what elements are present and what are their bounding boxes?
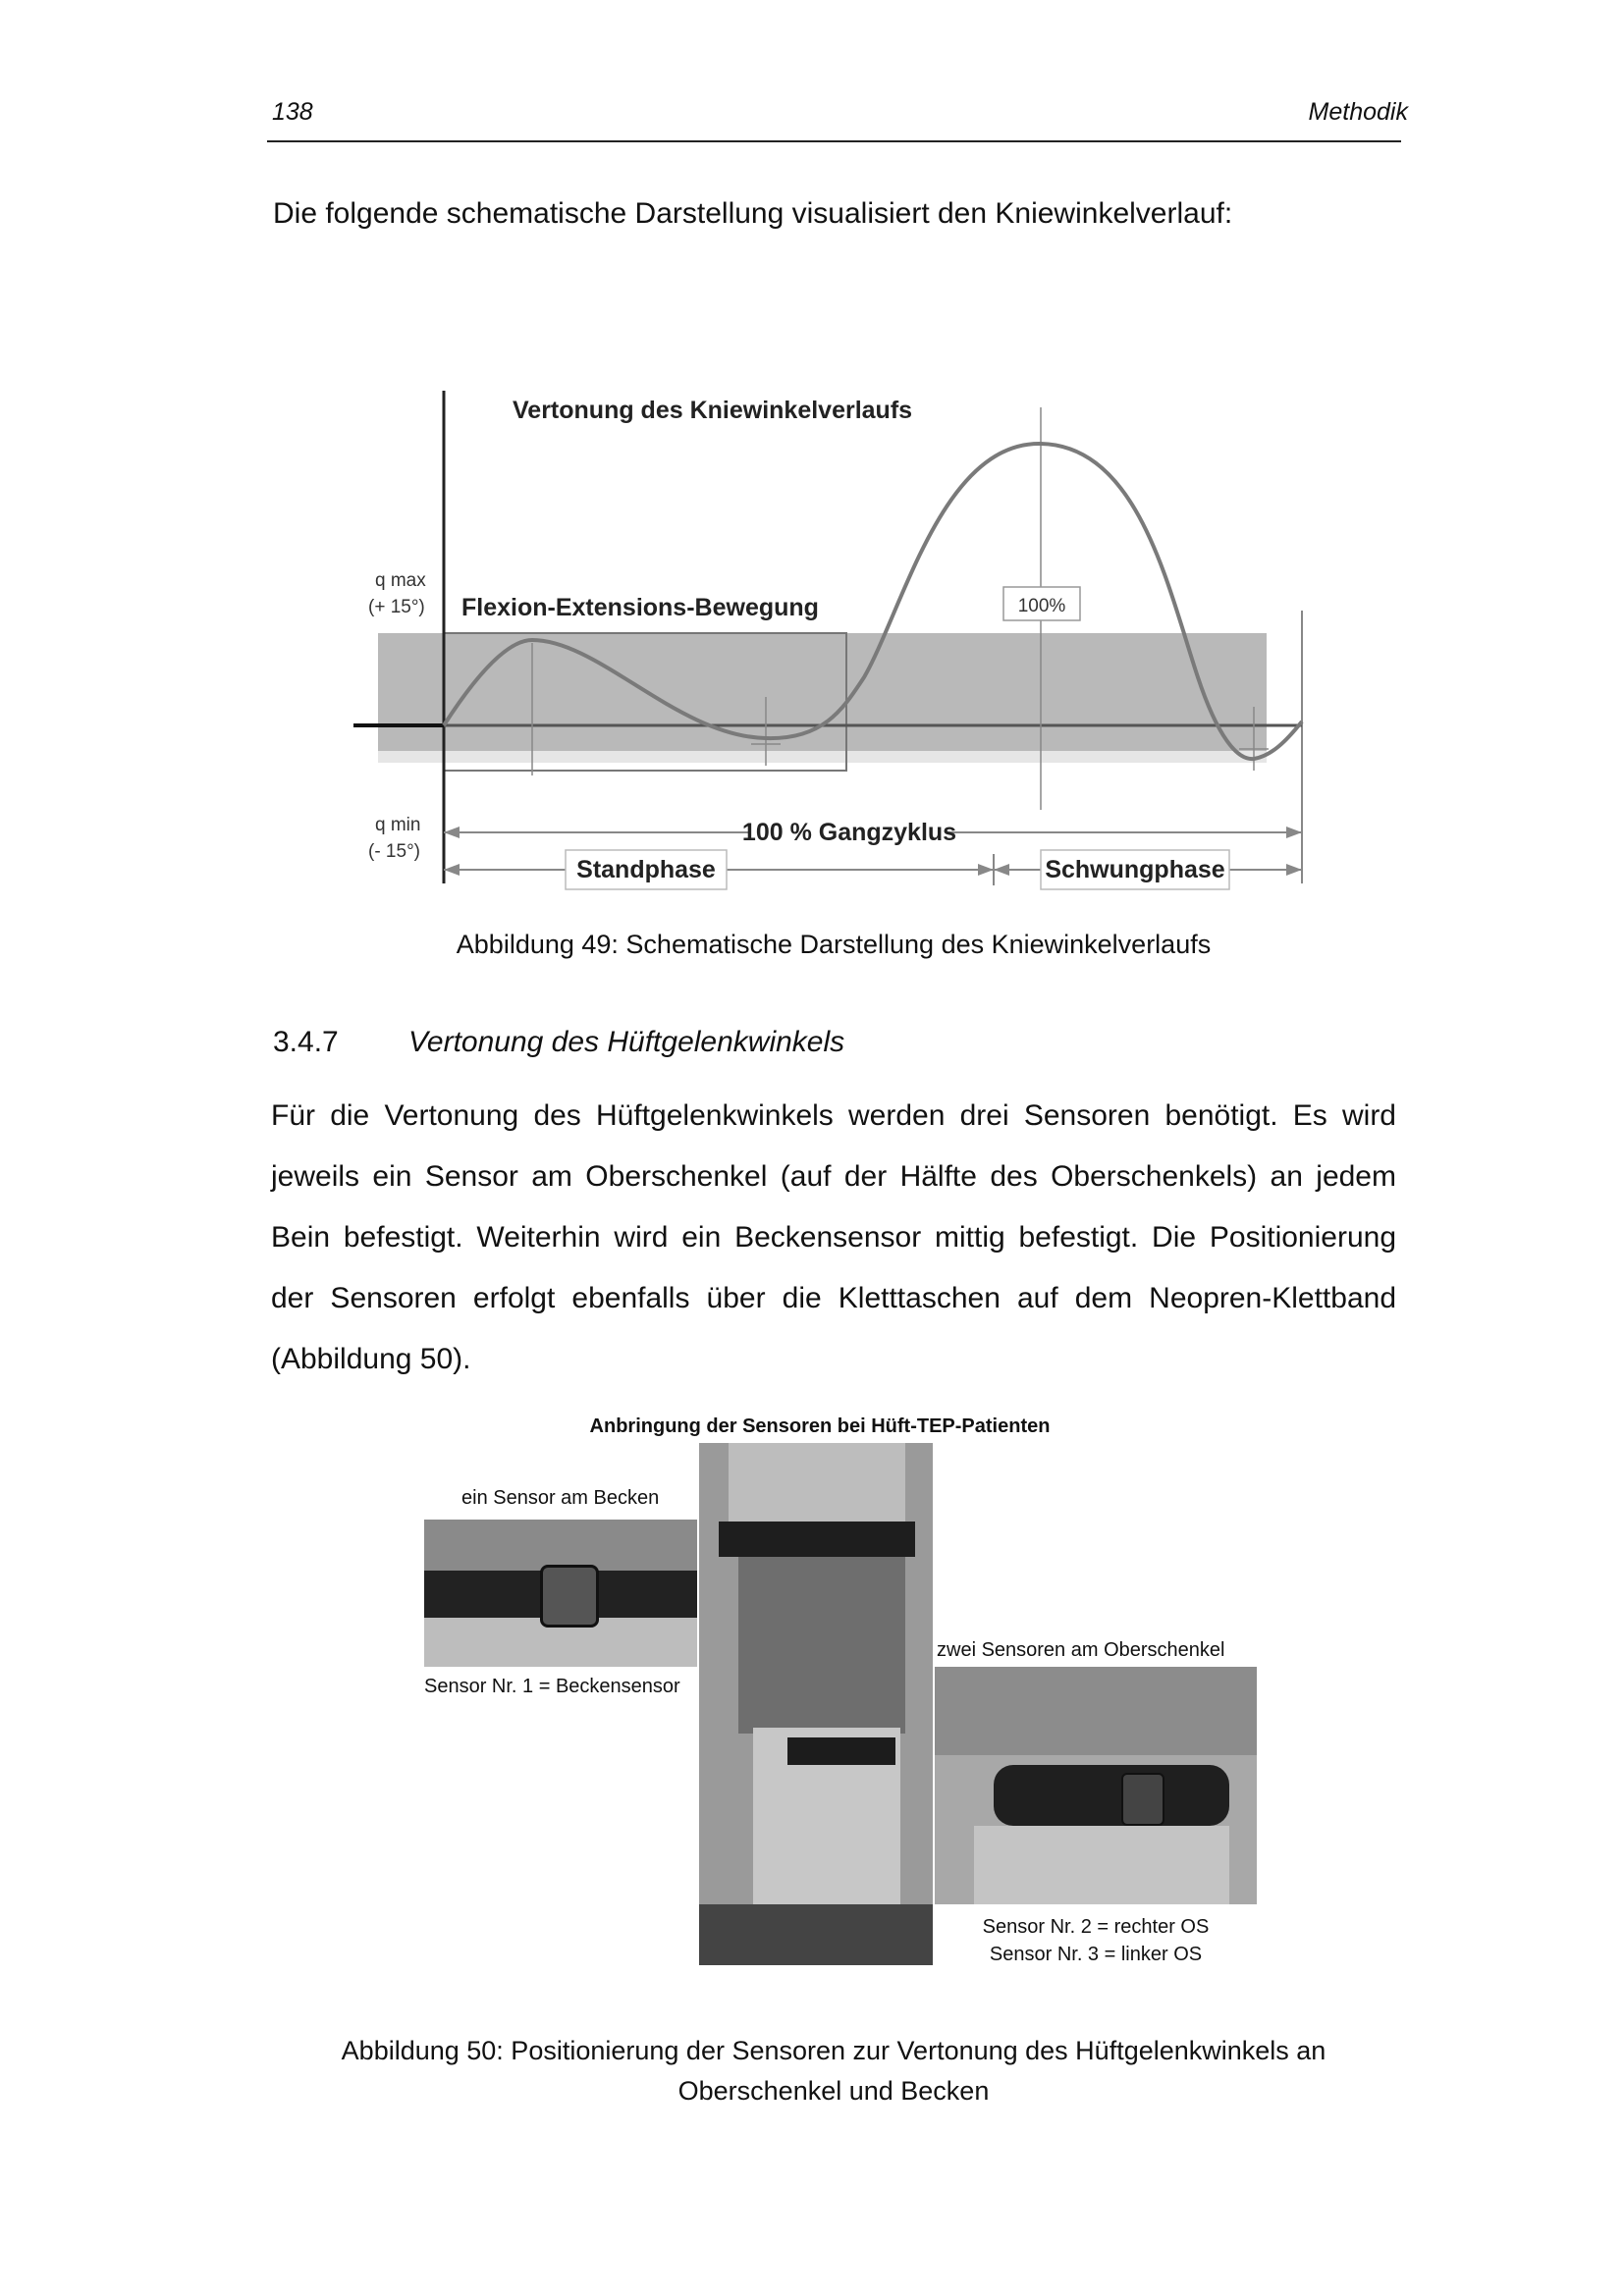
figure50-title: Anbringung der Sensoren bei Hüft-TEP-Patienten	[589, 1415, 1051, 1437]
body-paragraph: Für die Vertonung des Hüftgelenkwinkels werden drei Sensoren benötigt. Es wird jeweils ein Sensor am Oberschenkel (auf der Hälfte des Oberschenkels) an jedem Bein befestigt. Weiterhin wird ein Beckensensor mittig befestigt. Die Positionierung der Sensoren erfolgt ebenfalls über die Kletttaschen auf dem Neopren-Klettband (Abbildung 50).	[271, 1099, 1396, 1375]
range-band	[378, 633, 1267, 751]
patient-shorts	[738, 1557, 905, 1734]
section-number: 3.4.7	[273, 1026, 339, 1058]
patient-belt	[719, 1522, 915, 1557]
stance-arrow-left-head	[444, 864, 460, 876]
patient-photo	[699, 1443, 933, 1965]
thigh-sensor	[1121, 1773, 1164, 1826]
page-number: 138	[272, 98, 313, 126]
label-thigh: zwei Sensoren am Oberschenkel	[937, 1639, 1225, 1661]
label-pelvis: ein Sensor am Becken	[461, 1487, 660, 1509]
thigh-leg	[974, 1826, 1229, 1904]
cycle-arrow-left-head	[444, 827, 460, 838]
label-sensor3: Sensor Nr. 3 = linker OS	[989, 1944, 1203, 1965]
running-header-chapter: Methodik	[1308, 98, 1408, 126]
qmax-label: q max	[375, 570, 426, 591]
figure49-caption: Abbildung 49: Schematische Darstellung des Kniewinkelverlaufs	[456, 930, 1212, 959]
swing-label: Schwungphase	[1045, 856, 1225, 883]
qmin-label: q min	[375, 815, 421, 835]
qmax-value: (+ 15°)	[368, 597, 425, 617]
intro-text: Die folgende schematische Darstellung visualisiert den Kniewinkelverlauf:	[273, 197, 1233, 230]
header-rule	[267, 140, 1401, 142]
figure50-caption-line1: Abbildung 50: Positionierung der Sensoren zur Vertonung des Hüftgelenkwinkels an	[341, 2036, 1326, 2065]
knee-angle-diagram	[353, 383, 1316, 893]
sensor-placement-figure	[412, 1404, 1267, 1973]
thigh-shirt	[935, 1667, 1257, 1755]
pelvis-photo	[424, 1520, 697, 1667]
cycle-label: 100 % Gangzyklus	[741, 819, 957, 846]
thigh-photo	[935, 1667, 1257, 1904]
label-sensor2: Sensor Nr. 2 = rechter OS	[982, 1916, 1210, 1938]
flexion-label: Flexion-Extensions-Bewegung	[461, 594, 819, 621]
label-sensor1: Sensor Nr. 1 = Beckensensor	[424, 1676, 680, 1697]
stance-label: Standphase	[576, 856, 716, 883]
section-title: Vertonung des Hüftgelenkwinkels	[408, 1026, 845, 1058]
cycle-arrow-right-head	[1286, 827, 1302, 838]
range-band-shadow	[378, 751, 1267, 763]
figure50-caption-line2: Oberschenkel und Becken	[677, 2076, 990, 2106]
treadmill-floor	[699, 1904, 933, 1965]
peak-label: 100%	[1017, 596, 1066, 616]
thigh-band	[994, 1765, 1229, 1826]
swing-arrow-left-head	[994, 864, 1009, 876]
qmin-value: (- 15°)	[368, 841, 420, 862]
pelvis-sensor	[540, 1565, 599, 1628]
swing-arrow-right-head	[1286, 864, 1302, 876]
diagram-title: Vertonung des Kniewinkelverlaufs	[513, 397, 913, 424]
stance-arrow-right-head	[978, 864, 994, 876]
patient-thigh-band	[787, 1737, 895, 1765]
